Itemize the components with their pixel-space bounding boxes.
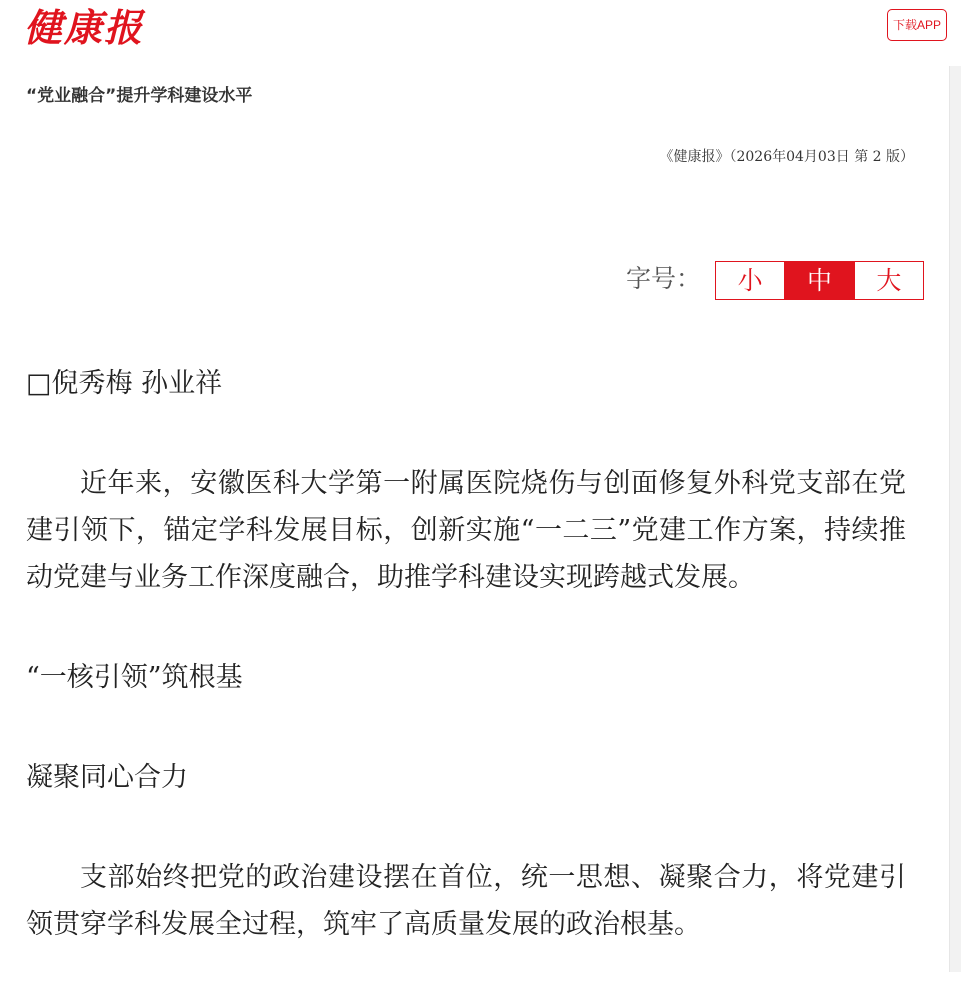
article-body [26, 360, 906, 1001]
article-paragraph: 支部始终把党的政治建设摆在首位，统一思想、凝聚合力，将党建引领贯穿学科发展全过程，筑牢了高质量发展的政治根基。 [26, 862, 906, 940]
article-headline: “党业融合”提升学科建设水平 [26, 86, 253, 106]
health-news-logo: 健康报 [24, 5, 145, 50]
font-size-small-button[interactable]: 小 [716, 262, 784, 299]
download-app-button[interactable]: 下载APP [887, 9, 947, 41]
article-paragraph: 近年来，安徽医科大学第一附属医院烧伤与创面修复外科党支部在党建引领下，锚定学科发展目标，创新实施“一二三”党建工作方案，持续推动党建与业务工作深度融合，助推学科建设实现跨越式发展。 [26, 468, 906, 593]
article-byline: □倪秀梅 孙业祥 [26, 368, 223, 399]
article-source: 《健康报》（2026年04月03日 第 2 版） [659, 149, 914, 165]
section-subheading: 凝聚同心合力 [26, 762, 188, 793]
font-size-label: 字号： [626, 264, 702, 293]
font-size-selector [715, 261, 924, 300]
section-heading: “一核引领”筑根基 [26, 662, 243, 693]
font-size-medium-button[interactable]: 中 [784, 262, 854, 299]
page-scrollbar[interactable] [949, 66, 961, 972]
font-size-large-button[interactable]: 大 [855, 262, 923, 299]
